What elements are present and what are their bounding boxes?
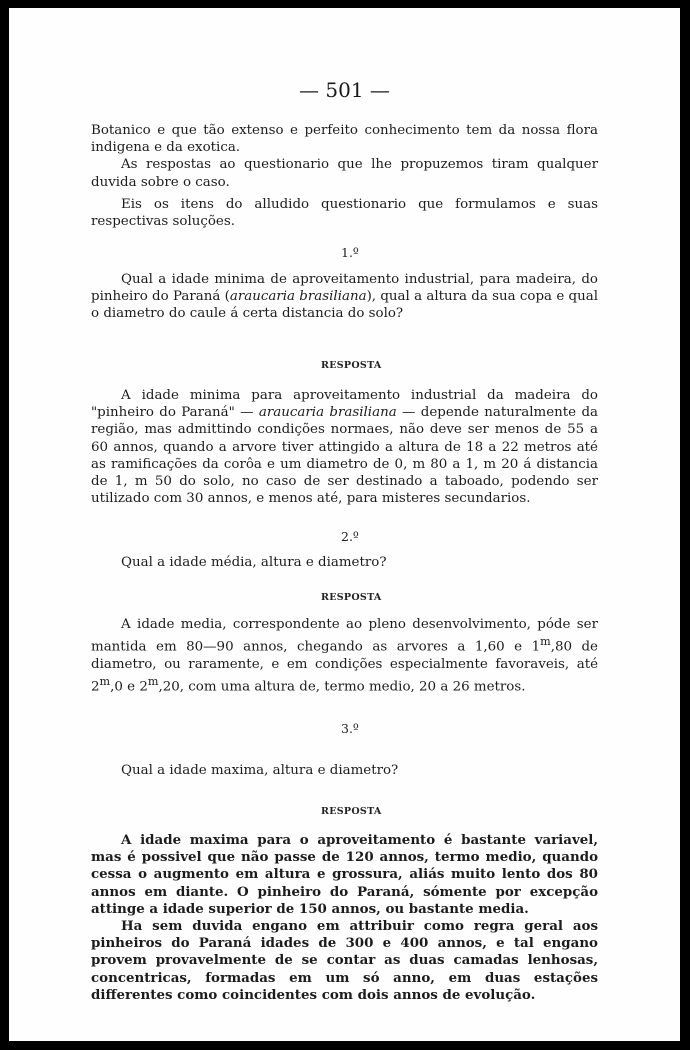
answer-label-3: RESPOSTA (321, 806, 382, 817)
intro-paragraph-2: As respostas ao questionario que lhe propuzemos tiram qualquer duvida sobre o caso. (91, 157, 598, 190)
page-number: — 501 — (299, 78, 390, 102)
answer-3 (91, 832, 598, 1004)
question-3: Qual a idade maxima, altura e diametro? (121, 763, 399, 778)
question-number-1: 1.º (341, 245, 359, 260)
answer-label-2: RESPOSTA (321, 592, 382, 603)
question-2: Qual a idade média, altura e diametro? (121, 555, 387, 570)
intro-block (91, 122, 598, 230)
answer-3-paragraph-1: A idade maxima para o aproveitamento é bastante variavel, mas é possivel que não passe de 120 annos, termo medio, quando cessa o augmento em altura e grossura, aliás muito lento dos 80 annos em diante. O pinheiro do Paraná, sómente por excepção attinge a idade superior de 150 annos, ou bastante media. (91, 832, 598, 917)
intro-paragraph-1: Botanico e que tão extenso e perfeito conhecimento tem da nossa flora indigena e da exotica. (91, 123, 598, 156)
book-page (9, 8, 680, 1041)
answer-1: A idade minima para aproveitamento industrial da madeira do "pinheiro do Paraná" — araucaria brasiliana — depende naturalmente da região, mas admittindo condições normaes, não deve ser menos de 55 a 60 annos, quando a arvore tiver attingido a altura de 18 a 22 metros até as ramificações da corôa e um diametro de 0, m 80 a 1, m 20 á distancia de 1, m 50 do solo, no caso de ser destinado a taboado, podendo ser utilizado com 30 annos, e menos até, para misteres secundarios. (91, 388, 598, 507)
question-number-2: 2.º (341, 529, 359, 544)
answer-label-1: RESPOSTA (321, 360, 382, 371)
answer-3-paragraph-2: Ha sem duvida engano em attribuir como regra geral aos pinheiros do Paraná idades de 300 e 400 annos, e tal engano provem provavelmente de se contar as duas camadas lenhosas, concentricas, formadas em um só anno, em duas estações differentes como coincidentes com dois annos de evolução. (91, 918, 598, 1003)
answer-2: A idade media, correspondente ao pleno desenvolvimento, póde ser mantida em 80—90 annos, chegando as arvores a 1,60 e 1$^m$,80 de diametro, ou raramente, e em condições especialmente favoraveis, até 2$^m$,0 e 2$^m$,20, com uma altura de, termo medio, 20 a 26 metros. (91, 617, 598, 695)
intro-paragraph-3: Eis os itens do alludido questionario que formulamos e suas respectivas soluções. (91, 196, 598, 230)
question-number-3: 3.º (341, 721, 359, 736)
question-1: Qual a idade minima de aproveitamento industrial, para madeira, do pinheiro do Paraná (araucaria brasiliana), qual a altura da sua copa e qual o diametro do caule á certa distancia do solo? (91, 272, 598, 322)
